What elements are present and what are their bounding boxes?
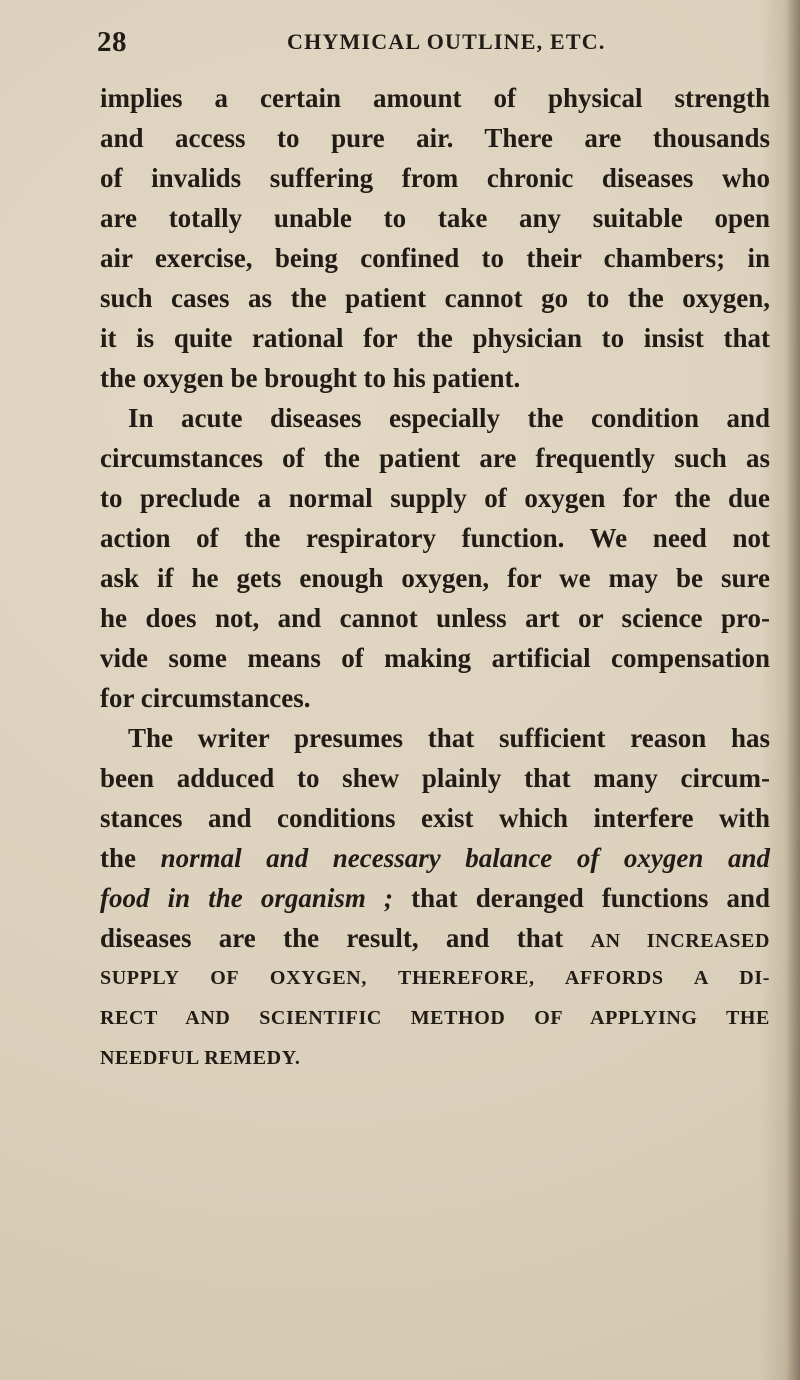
page-edge-shadow bbox=[786, 0, 800, 1380]
text-line: it is quite rational for the physician to insist that bbox=[100, 323, 770, 353]
small-caps-run: AN INCREASED bbox=[590, 930, 771, 952]
text-line bbox=[100, 878, 770, 918]
text-line: air exercise, being confined to their chambers; in bbox=[100, 243, 770, 273]
text-run: the bbox=[100, 843, 161, 873]
body-text bbox=[100, 78, 770, 1078]
small-caps-line: RECT AND SCIENTIFIC METHOD OF APPLYING THE bbox=[100, 1007, 770, 1029]
text-run: diseases are the result, and that bbox=[100, 923, 591, 953]
text-line: of invalids suffering from chronic diseases who bbox=[100, 163, 770, 193]
text-line bbox=[100, 838, 770, 878]
text-line: and access to pure air. There are thousands bbox=[100, 123, 770, 153]
text-line: action of the respiratory function. We need not bbox=[100, 523, 770, 553]
text-run: that deranged functions and bbox=[392, 883, 770, 913]
text-line: the oxygen be brought to his patient. bbox=[100, 363, 521, 393]
italic-run: food in the organism ; bbox=[100, 883, 393, 913]
paragraph-start-line: The writer presumes that sufficient reason has bbox=[128, 723, 770, 753]
text-line: been adduced to shew plainly that many circum- bbox=[100, 763, 770, 793]
text-line: stances and conditions exist which interfere with bbox=[100, 803, 770, 833]
text-line: implies a certain amount of physical strength bbox=[100, 83, 770, 113]
text-line: such cases as the patient cannot go to the oxygen, bbox=[100, 283, 770, 313]
text-line: he does not, and cannot unless art or science pro- bbox=[100, 603, 770, 633]
page-number: 28 bbox=[97, 26, 127, 58]
text-line bbox=[100, 918, 770, 958]
small-caps-line: NEEDFUL REMEDY. bbox=[100, 1047, 301, 1069]
text-line: vide some means of making artificial compensation bbox=[100, 643, 770, 673]
small-caps-line: SUPPLY OF OXYGEN, THEREFORE, AFFORDS A DI- bbox=[100, 967, 770, 989]
italic-run: normal and necessary balance of oxygen and bbox=[160, 843, 770, 873]
text-line: ask if he gets enough oxygen, for we may be sure bbox=[100, 563, 770, 593]
text-line: for circumstances. bbox=[100, 683, 311, 713]
running-head bbox=[97, 26, 752, 66]
running-title: CHYMICAL OUTLINE, ETC. bbox=[287, 29, 606, 54]
text-line: circumstances of the patient are frequently such as bbox=[100, 443, 770, 473]
text-line: to preclude a normal supply of oxygen for the due bbox=[100, 483, 770, 513]
paragraph-start-line: In acute diseases especially the condition and bbox=[128, 403, 770, 433]
text-line: are totally unable to take any suitable open bbox=[100, 203, 770, 233]
